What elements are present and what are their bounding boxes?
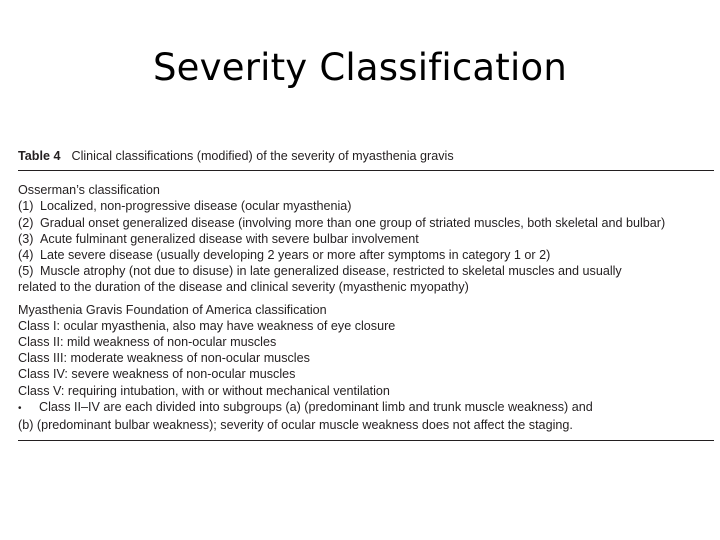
- osserman-item-number: (2): [18, 215, 34, 230]
- mgfa-heading: Myasthenia Gravis Foundation of America classification: [18, 302, 327, 317]
- mgfa-class-line: Class II: mild weakness of non-ocular muscles: [18, 335, 277, 350]
- osserman-item-number: (3): [18, 231, 34, 246]
- mgfa-class-line: Class V: requiring intubation, with or without mechanical ventilation: [18, 383, 390, 398]
- osserman-item-continuation: related to the duration of the disease and clinical severity (myasthenic myopathy): [18, 280, 469, 295]
- osserman-item-number: (1): [18, 199, 34, 214]
- osserman-item: [18, 247, 714, 263]
- osserman-item: [18, 263, 714, 279]
- mgfa-class-line: Class I: ocular myasthenia, also may have weakness of eye closure: [18, 318, 396, 333]
- osserman-item-text: Muscle atrophy (not due to disuse) in late generalized disease, restricted to skeletal muscles and usually: [40, 264, 622, 279]
- slide-title: Severity Classification: [153, 46, 567, 89]
- table-figure: [18, 148, 714, 441]
- mgfa-class-line: Class III: moderate weakness of non-ocular muscles: [18, 351, 310, 366]
- table-bottom-rule: [18, 440, 714, 441]
- osserman-heading: Osserman’s classification: [18, 183, 160, 198]
- bullet-icon: •: [18, 402, 22, 414]
- table-body: [18, 171, 714, 433]
- osserman-item-text: Late severe disease (usually developing 2 years or more after symptoms in category 1 or 2): [40, 248, 551, 263]
- table-number: Table 4: [18, 149, 61, 163]
- mgfa-class-line: Class IV: severe weakness of non-ocular muscles: [18, 367, 296, 382]
- osserman-item-number: (5): [18, 264, 34, 279]
- osserman-item: [18, 198, 714, 214]
- mgfa-note: [18, 399, 714, 417]
- osserman-item: [18, 215, 714, 231]
- table-caption-text: Clinical classifications (modified) of the severity of myasthenia gravis: [71, 149, 454, 163]
- mgfa-note-line1: Class II–IV are each divided into subgroups (a) (predominant limb and trunk muscle weakness) and: [39, 399, 593, 414]
- osserman-item: [18, 231, 714, 247]
- mgfa-note-line2: (b) (predominant bulbar weakness); severity of ocular muscle weakness does not affect the staging.: [18, 418, 573, 433]
- osserman-item-text: Gradual onset generalized disease (involving more than one group of striated muscles, both skeletal and bulbar): [40, 215, 666, 230]
- osserman-item-number: (4): [18, 248, 34, 263]
- osserman-item-text: Localized, non-progressive disease (ocular myasthenia): [40, 199, 352, 214]
- table-caption: [18, 148, 714, 164]
- osserman-item-text: Acute fulminant generalized disease with severe bulbar involvement: [40, 231, 419, 246]
